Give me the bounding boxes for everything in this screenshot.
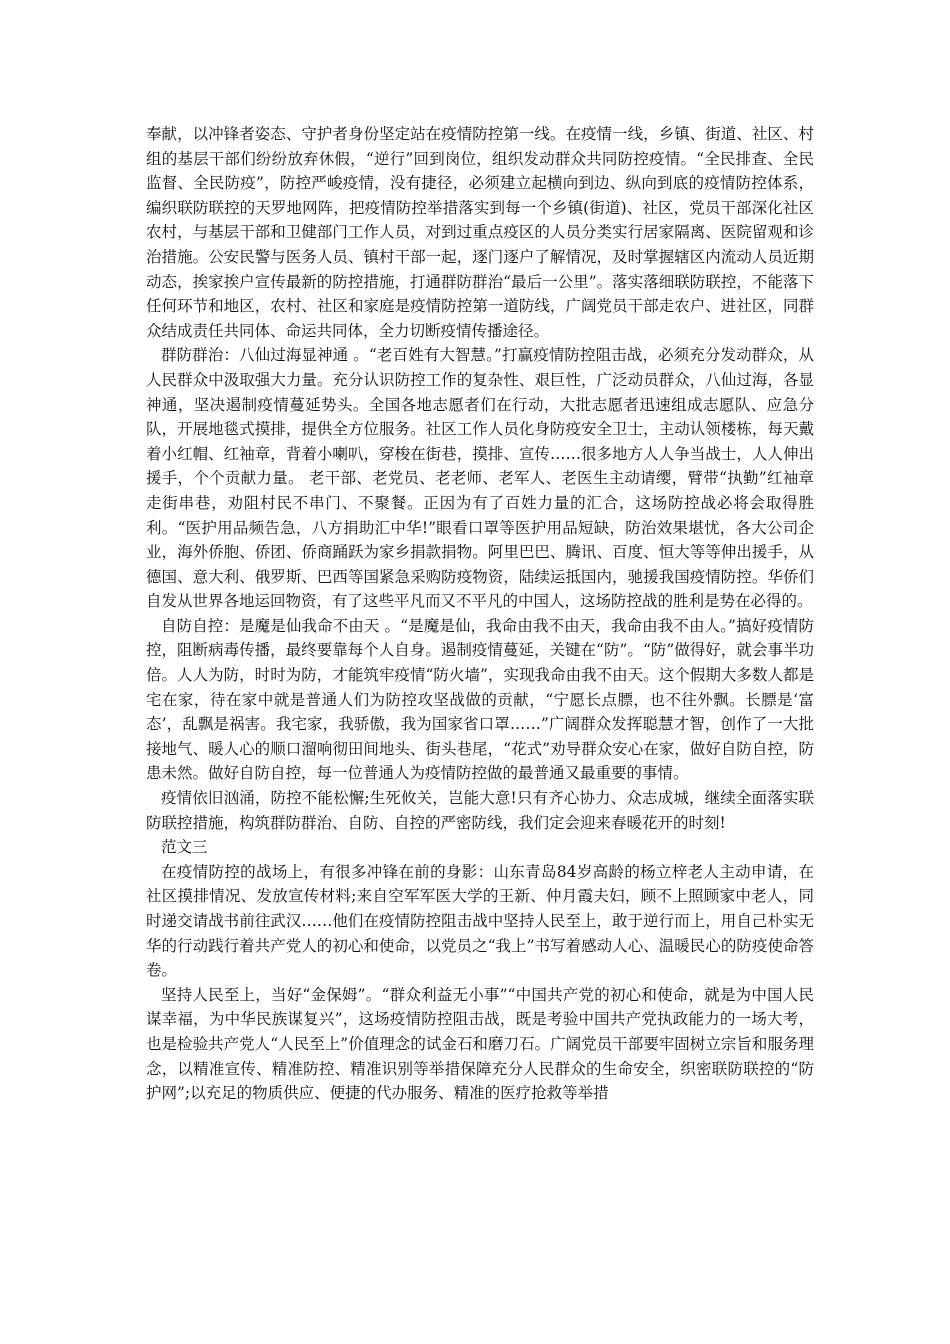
paragraph-conclusion: 疫情依旧汹涌，防控不能松懈;生死攸关，岂能大意!只有齐心协力、众志成城，继续全面落实联防联控措施，构筑群防群治、自防、自控的严密防线，我们定会迎来春暖花开的时刻! [146,789,814,832]
paragraph-mass-prevention: 群防群治：八仙过海显神通 。“老百姓有大智慧。”打赢疫情防控阻击战，必须充分发动群众，从人民群众中汲取强大力量。充分认识防控工作的复杂性、艰巨性，广泛动员群众，八仙过海，各显神通，坚决遏制疫情蔓延势头。全国各地志愿者们在行动，大批志愿者迅速组成志愿队、应急分队，开展地毯式摸排，提供全方位服务。社区工作人员化身防疫安全卫士，主动认领楼栋，每天戴着小红帽、红袖章，背着小喇叭，穿梭在街巷，摸排、宣传……很多地方人人争当战士，人人伸出援手，个个贡献力量。 老干部、老党员、老老师、老军人、老医生主动请缨，臂带“执勤”红袖章走街串巷，劝阻村民不串门、不聚餐。正因为有了百姓力量的汇合，这场防控战必将会取得胜利。“医护用品频告急，八方捐助汇中华!”眼看口罩等医护用品短缺，防治效果堪忧，各大公司企业，海外侨胞、侨团、侨商踊跃为家乡捐款捐物。阿里巴巴、腾讯、百度、恒大等等伸出援手，从德国、意大利、俄罗斯、巴西等国紧急采购防疫物资，陆续运抵国内，驰援我国疫情防控。华侨们自发从世界各地运回物资，有了这些平凡而又不平凡的中国人，这场防控战的胜利是势在必得的。 [146,346,814,611]
paragraph-self-prevention: 自防自控：是魔是仙我命不由天 。“是魔是仙，我命由我不由天，我命由我不由人。”搞好疫情防控，阻断病毒传播，最终要靠每个人自身。遏制疫情蔓延，关键在“防”。“防”做得好，就会事半功倍。人人为防，时时为防，才能筑牢疫情“防火墙”，实现我命由我不由天。这个假期大多数人都是宅在家，待在家中就是普通人们为防控攻坚战做的贡献，“宁愿长点膘，也不往外飘。长膘是‘富态’，乱飘是祸害。我宅家，我骄傲，我为国家省口罩……”广阔群众发挥聪慧才智，创作了一大批接地气、暖人心的顺口溜响彻田间地头、街头巷尾，“花式”劝导群众安心在家，做好自防自控，防患未然。做好自防自控，每一位普通人为疫情防控做的最普通又最重要的事情。 [146,616,814,783]
document-body [146,122,814,1106]
paragraph-joint-prevention: 奉献，以冲锋者姿态、守护者身份坚定站在疫情防控第一线。在疫情一线，乡镇、街道、社区、村组的基层干部们纷纷放弃休假，“逆行”回到岗位，组织发动群众共同防控疫情。“全民排查、全民监督、全民防疫”，防控严峻疫情，没有捷径，必须建立起横向到边、纵向到底的疫情防控体系，编织联防联控的天罗地网阵，把疫情防控举措落实到每一个乡镇(街道)、社区，党员干部深化社区农村，与基层干部和卫健部门工作人员，对到过重点疫区的人员分类实行居家隔离、医院留观和诊治措施。公安民警与医务人员、镇村干部一起，逐门逐户了解情况，及时掌握辖区内流动人员近期动态，挨家挨户宣传最新的防控措施，打通群防群治“最后一公里”。落实落细联防联控，不能落下任何环节和地区，农村、社区和家庭是疫情防控第一道防线，广阔党员干部走农户、进社区，同群众结成责任共同体、命运共同体，全力切断疫情传播途径。 [146,125,814,340]
section-heading-fanwen-3: 范文三 [161,838,208,857]
paragraph-frontline-figures: 在疫情防控的战场上，有很多冲锋在前的身影：山东青岛84岁高龄的杨立梓老人主动申请，在社区摸排情况、发放宣传材料;来自空军军医大学的王新、仲月霞夫妇，顾不上照顾家中老人，同时递交请战书前往武汉……他们在疫情防控阻击战中坚持人民至上，敢于逆行而上，用自己朴实无华的行动践行着共产党人的初心和使命，以党员之“我上”书写着感动人心、温暖民心的防疫使命答卷。 [146,862,814,980]
paragraph-people-first: 坚持人民至上，当好“金保姆”。“群众利益无小事”“中国共产党的初心和使命，就是为中国人民谋幸福，为中华民族谋复兴”，这场疫情防控阻击战，既是考验中国共产党执政能力的一场大考，也是检验共产党人“人民至上”价值理念的试金石和磨刀石。广阔党员干部要牢固树立宗旨和服务理念，以精准宣传、精准防控、精准识别等举措保障充分人民群众的生命安全，织密联防联控的“防护网”;以充足的物质供应、便捷的代办服务、精准的医疗抢救等举措 [146,985,814,1103]
